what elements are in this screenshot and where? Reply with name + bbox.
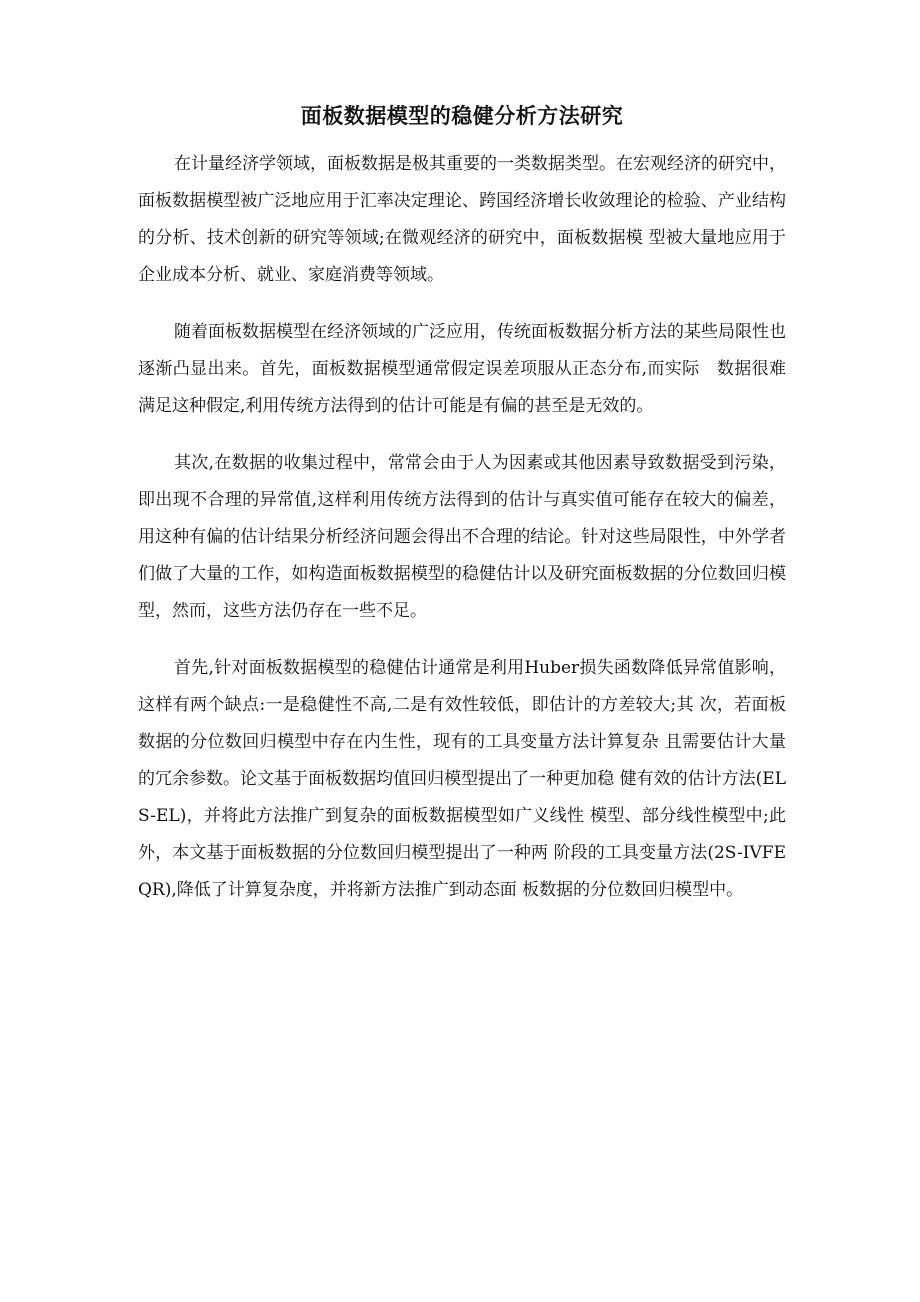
paragraph-3: 其次,在数据的收集过程中，常常会由于人为因素或其他因素导致数据受到污染，即出现不合理的异常值,这样利用传统方法得到的估计与真实值可能存在较大的偏差，用这种有偏的估计结果分析经济问题会得出不合理的结论。针对这些局限性，中外学者们做了大量的工作，如构造面板数据模型的稳健估计以及研究面板数据的分位数回归模型，然而，这些方法仍存在一些不足。 [138,453,786,621]
paragraph-1: 在计量经济学领域，面板数据是极其重要的一类数据类型。在宏观经济的研究中，面板数据模型被广泛地应用于汇率决定理论、跨国经济增长收敛理论的检验、产业结构的分析、技术创新的研究等领域;在微观经济的研究中，面板数据模 型被大量地应用于企业成本分析、就业、家庭消费等领域。 [138,154,786,285]
document-title: 面板数据模型的稳健分析方法研究 [300,103,624,128]
paragraph-2: 随着面板数据模型在经济领域的广泛应用，传统面板数据分析方法的某些局限性也逐渐凸显出来。首先，面板数据模型通常假定误差项服从正态分布,而实际 数据很难满足这种假定,利用传统方法得到的估计可能是有偏的甚至是无效的。 [138,322,786,416]
document-page [138,98,786,929]
paragraph-4: 首先,针对面板数据模型的稳健估计通常是利用Huber损失函数降低异常值影响，这样有两个缺点:一是稳健性不高,二是有效性较低，即估计的方差较大;其 次，若面板数据的分位数回归模型中存在内生性，现有的工具变量方法计算复杂 且需要估计大量的冗余参数。论文基于面板数据均值回归模型提出了一种更加稳 健有效的估计方法(ELS-EL)，并将此方法推广到复杂的面板数据模型如广义线性 模型、部分线性模型中;此外，本文基于面板数据的分位数回归模型提出了一种两 阶段的工具变量方法(2S-IVFEQR),降低了计算复杂度，并将新方法推广到动态面 板数据的分位数回归模型中。 [138,658,786,900]
